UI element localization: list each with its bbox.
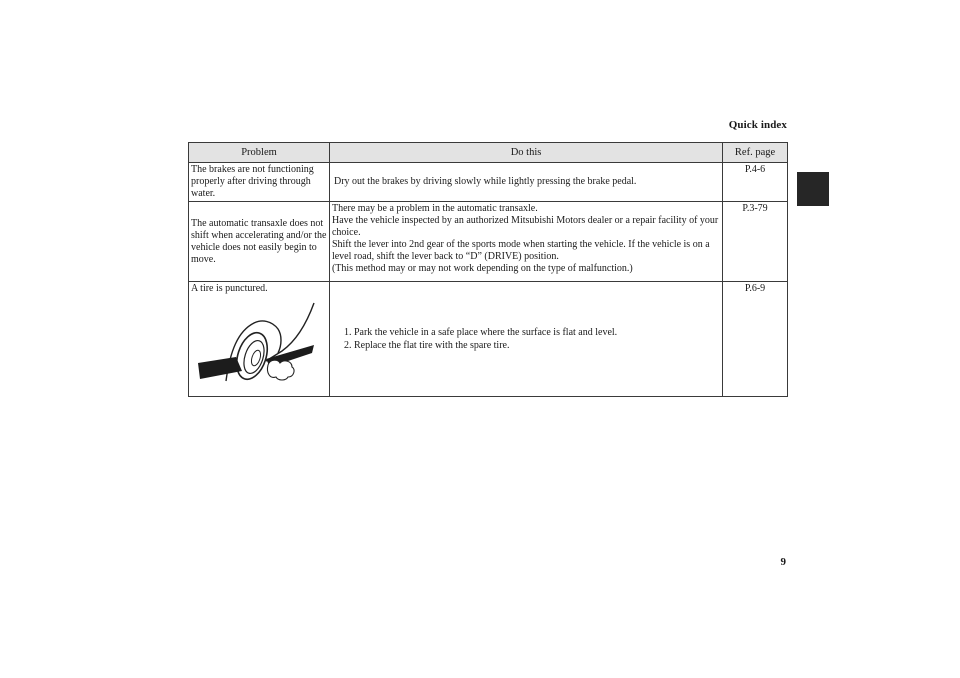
action-line: There may be a problem in the automatic transaxle. <box>331 203 538 214</box>
problem-cell: The automatic transaxle does not shift when accelerating and/or the vehicle does not easily begin to move. <box>189 202 330 282</box>
action-line: (This method may or may not work depending on the type of malfunction.) <box>331 263 633 274</box>
problem-cell: The brakes are not functioning properly after driving through water. <box>189 163 330 202</box>
ref-page-cell: P.4-6 <box>723 163 788 202</box>
action-cell <box>329 202 722 282</box>
column-header-ref-page: Ref. page <box>723 143 788 163</box>
flat-tire-illustration <box>196 301 318 383</box>
action-cell <box>329 282 722 397</box>
list-item: 1. Park the vehicle in a safe place where the surface is flat and level. <box>343 327 618 338</box>
column-header-problem: Problem <box>189 143 330 163</box>
ref-page-cell: P.3-79 <box>723 202 788 282</box>
problem-text: A tire is punctured. <box>191 283 268 294</box>
step-list <box>344 326 720 352</box>
column-header-do-this: Do this <box>329 143 722 163</box>
page-number: 9 <box>780 556 786 568</box>
running-header-title: Quick index <box>728 119 787 131</box>
action-cell <box>329 163 722 202</box>
ref-page-cell: P.6-9 <box>723 282 788 397</box>
table-row <box>189 163 788 202</box>
table-row <box>189 202 788 282</box>
quick-index-table <box>188 142 788 397</box>
action-line: Have the vehicle inspected by an authorized Mitsubishi Motors dealer or a repair facility of your choice. <box>331 215 719 238</box>
list-item: 2. Replace the flat tire with the spare tire. <box>343 340 510 351</box>
action-line: Dry out the brakes by driving slowly while lightly pressing the brake pedal. <box>333 176 637 187</box>
action-line: Shift the lever into 2nd gear of the sports mode when starting the vehicle. If the vehicle is on a level road, shift the lever back to “D” (DRIVE) position. <box>331 239 710 262</box>
section-tab-marker <box>797 172 829 206</box>
problem-cell <box>189 282 330 397</box>
table-row <box>189 282 788 397</box>
table-header-row <box>189 143 788 163</box>
